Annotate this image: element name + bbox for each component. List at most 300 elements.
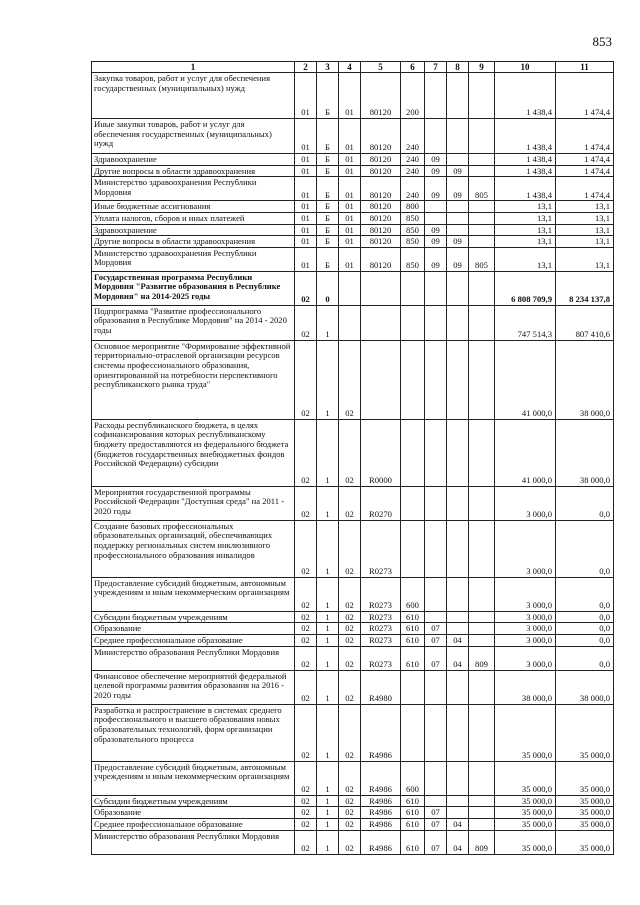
col-amount-year-1: 747 514,3: [495, 305, 556, 340]
col-amount-year-2: 38 000,0: [556, 670, 614, 704]
col-chapter: 09: [425, 177, 447, 201]
col-amount-year-2: 8 234 137,8: [556, 271, 614, 305]
row-description: Иные закупки товаров, работ и услуг для обеспечения государственных (муниципальных) нужд: [92, 119, 295, 154]
row-description: Другие вопросы в области здравоохранения: [92, 236, 295, 248]
table-row: [92, 236, 614, 248]
col-expense-type: 610: [401, 795, 425, 807]
col-target-item: R0273: [361, 611, 401, 623]
row-description: Мероприятия государственной программы Российской Федерации "Доступная среда" на 2011 - 2020 годы: [92, 486, 295, 520]
col-expense-type: 610: [401, 635, 425, 647]
col-amount-year-2: 35 000,0: [556, 704, 614, 761]
col-chapter: [425, 201, 447, 213]
col-subchapter: 09: [447, 247, 469, 271]
row-description: Министерство образования Республики Мордовия: [92, 830, 295, 854]
row-description: Образование: [92, 807, 295, 819]
row-description: Здравоохранение: [92, 154, 295, 166]
col-ministry: [469, 761, 495, 795]
col-expense-type: [401, 340, 425, 419]
col-amount-year-1: 1 438,4: [495, 154, 556, 166]
col-chapter: [425, 577, 447, 611]
col-ministry: [469, 577, 495, 611]
col-expense-type: 610: [401, 611, 425, 623]
col-target-item: R0000: [361, 419, 401, 486]
col-subprogram: 01: [339, 154, 361, 166]
col-amount-year-1: 35 000,0: [495, 795, 556, 807]
col-subprogram: 02: [339, 486, 361, 520]
col-section: 02: [295, 486, 317, 520]
col-section: 02: [295, 818, 317, 830]
col-ministry: 805: [469, 177, 495, 201]
col-target-item: 80120: [361, 224, 401, 236]
col-subprogram: 01: [339, 165, 361, 177]
col-subprogram: [339, 271, 361, 305]
col-target-item: 80120: [361, 212, 401, 224]
col-subchapter: 04: [447, 646, 469, 670]
col-subprogram: 01: [339, 247, 361, 271]
col-program: Б: [317, 165, 339, 177]
col-section: 02: [295, 646, 317, 670]
col-ministry: [469, 795, 495, 807]
col-ministry: [469, 623, 495, 635]
col-chapter: 07: [425, 807, 447, 819]
row-description: Здравоохранение: [92, 224, 295, 236]
col-subchapter: 04: [447, 635, 469, 647]
col-amount-year-2: 807 410,6: [556, 305, 614, 340]
table-row: [92, 761, 614, 795]
col-amount-year-1: 3 000,0: [495, 611, 556, 623]
col-ministry: [469, 704, 495, 761]
col-amount-year-1: 35 000,0: [495, 830, 556, 854]
col-program: 1: [317, 807, 339, 819]
col-amount-year-1: 1 438,4: [495, 73, 556, 119]
table-row: [92, 830, 614, 854]
col-section: 02: [295, 623, 317, 635]
col-section: 02: [295, 704, 317, 761]
col-amount-year-2: 1 474,4: [556, 165, 614, 177]
header-col-4: 4: [339, 62, 361, 73]
col-ministry: [469, 212, 495, 224]
col-amount-year-2: 0,0: [556, 635, 614, 647]
col-target-item: [361, 305, 401, 340]
table-row: [92, 201, 614, 213]
col-subprogram: 01: [339, 236, 361, 248]
table-row: [92, 611, 614, 623]
col-subchapter: [447, 73, 469, 119]
col-expense-type: 200: [401, 73, 425, 119]
col-program: 1: [317, 635, 339, 647]
col-section: 02: [295, 520, 317, 577]
col-program: 1: [317, 305, 339, 340]
col-expense-type: 240: [401, 119, 425, 154]
col-section: 01: [295, 236, 317, 248]
row-description: Расходы республиканского бюджета, в целях софинансирования которых республиканскому бюджету предоставляются из федерального бюджета (бюджетов государственных внебюджетных фондов Российской Федерации) субсидии: [92, 419, 295, 486]
header-col-11: 11: [556, 62, 614, 73]
col-amount-year-2: 13,1: [556, 247, 614, 271]
col-ministry: [469, 520, 495, 577]
table-row: [92, 623, 614, 635]
row-description: Министерство образования Республики Мордовия: [92, 646, 295, 670]
col-program: 1: [317, 611, 339, 623]
col-chapter: 07: [425, 830, 447, 854]
col-section: 02: [295, 830, 317, 854]
col-subprogram: 02: [339, 635, 361, 647]
col-expense-type: 240: [401, 154, 425, 166]
col-amount-year-1: 6 808 709,9: [495, 271, 556, 305]
row-description: Иные бюджетные ассигнования: [92, 201, 295, 213]
col-expense-type: [401, 486, 425, 520]
header-col-5: 5: [361, 62, 401, 73]
col-ministry: [469, 818, 495, 830]
col-section: 01: [295, 224, 317, 236]
col-amount-year-2: 35 000,0: [556, 795, 614, 807]
header-col-6: 6: [401, 62, 425, 73]
table-row: [92, 73, 614, 119]
row-description: Министерство здравоохранения Республики Мордовия: [92, 177, 295, 201]
col-amount-year-1: 1 438,4: [495, 119, 556, 154]
col-expense-type: 600: [401, 577, 425, 611]
col-target-item: R4986: [361, 795, 401, 807]
header-col-2: 2: [295, 62, 317, 73]
col-program: 0: [317, 271, 339, 305]
row-description: Подпрограмма "Развитие профессионального образования в Республике Мордовия" на 2014 - 2020 годы: [92, 305, 295, 340]
col-section: 02: [295, 419, 317, 486]
col-target-item: R4986: [361, 761, 401, 795]
row-description: Уплата налогов, сборов и иных платежей: [92, 212, 295, 224]
col-amount-year-2: 0,0: [556, 623, 614, 635]
col-ministry: 805: [469, 247, 495, 271]
col-ministry: [469, 419, 495, 486]
col-target-item: 80120: [361, 247, 401, 271]
col-amount-year-1: 35 000,0: [495, 807, 556, 819]
col-target-item: 80120: [361, 73, 401, 119]
col-chapter: 07: [425, 623, 447, 635]
col-subprogram: 02: [339, 340, 361, 419]
col-chapter: [425, 305, 447, 340]
col-ministry: [469, 670, 495, 704]
table-row: [92, 520, 614, 577]
col-section: 01: [295, 165, 317, 177]
col-chapter: [425, 419, 447, 486]
col-expense-type: 610: [401, 623, 425, 635]
col-amount-year-2: 1 474,4: [556, 154, 614, 166]
col-amount-year-2: 0,0: [556, 486, 614, 520]
col-subchapter: [447, 704, 469, 761]
col-amount-year-2: 35 000,0: [556, 807, 614, 819]
col-target-item: R4986: [361, 807, 401, 819]
col-section: 02: [295, 807, 317, 819]
col-chapter: [425, 520, 447, 577]
col-section: 02: [295, 635, 317, 647]
col-subchapter: [447, 486, 469, 520]
col-amount-year-2: 0,0: [556, 611, 614, 623]
col-expense-type: 610: [401, 646, 425, 670]
col-target-item: R4986: [361, 818, 401, 830]
col-chapter: 09: [425, 154, 447, 166]
table-row: [92, 419, 614, 486]
col-subprogram: 02: [339, 670, 361, 704]
col-target-item: R0273: [361, 635, 401, 647]
col-amount-year-2: 13,1: [556, 212, 614, 224]
col-amount-year-1: 13,1: [495, 247, 556, 271]
col-subprogram: 02: [339, 520, 361, 577]
col-program: Б: [317, 154, 339, 166]
col-program: 1: [317, 830, 339, 854]
col-subchapter: [447, 795, 469, 807]
col-program: Б: [317, 212, 339, 224]
table-row: [92, 247, 614, 271]
col-section: 02: [295, 340, 317, 419]
col-target-item: R4980: [361, 670, 401, 704]
header-col-7: 7: [425, 62, 447, 73]
col-amount-year-2: 38 000,0: [556, 340, 614, 419]
table-row: [92, 818, 614, 830]
table-row: [92, 154, 614, 166]
col-subprogram: 02: [339, 818, 361, 830]
col-chapter: [425, 704, 447, 761]
col-subprogram: 01: [339, 177, 361, 201]
col-expense-type: 850: [401, 212, 425, 224]
table-row: [92, 704, 614, 761]
col-chapter: 09: [425, 224, 447, 236]
col-program: Б: [317, 224, 339, 236]
col-amount-year-2: 1 474,4: [556, 73, 614, 119]
col-amount-year-1: 3 000,0: [495, 623, 556, 635]
header-col-1: 1: [92, 62, 295, 73]
col-chapter: [425, 670, 447, 704]
table-row: [92, 635, 614, 647]
col-subchapter: [447, 271, 469, 305]
col-program: 1: [317, 486, 339, 520]
col-subprogram: 01: [339, 224, 361, 236]
col-ministry: [469, 611, 495, 623]
col-amount-year-1: 3 000,0: [495, 646, 556, 670]
col-amount-year-2: 1 474,4: [556, 177, 614, 201]
table-row: [92, 177, 614, 201]
col-amount-year-1: 3 000,0: [495, 577, 556, 611]
col-subprogram: 02: [339, 419, 361, 486]
col-section: 01: [295, 212, 317, 224]
col-amount-year-1: 3 000,0: [495, 520, 556, 577]
col-expense-type: 240: [401, 177, 425, 201]
col-expense-type: [401, 520, 425, 577]
row-description: Среднее профессиональное образование: [92, 635, 295, 647]
col-section: 02: [295, 577, 317, 611]
table-row: [92, 807, 614, 819]
col-amount-year-1: 35 000,0: [495, 704, 556, 761]
col-target-item: [361, 340, 401, 419]
col-program: Б: [317, 247, 339, 271]
col-subprogram: 01: [339, 212, 361, 224]
row-description: Министерство здравоохранения Республики Мордовия: [92, 247, 295, 271]
col-chapter: [425, 611, 447, 623]
col-amount-year-1: 38 000,0: [495, 670, 556, 704]
col-chapter: [425, 212, 447, 224]
row-description: Среднее профессиональное образование: [92, 818, 295, 830]
col-program: 1: [317, 520, 339, 577]
col-subchapter: [447, 577, 469, 611]
col-chapter: 07: [425, 818, 447, 830]
col-ministry: [469, 635, 495, 647]
col-chapter: 09: [425, 165, 447, 177]
row-description: Предоставление субсидий бюджетным, автономным учреждениям и иным некоммерческим организациям: [92, 761, 295, 795]
col-expense-type: 240: [401, 165, 425, 177]
col-amount-year-2: 13,1: [556, 201, 614, 213]
col-ministry: [469, 236, 495, 248]
header-col-10: 10: [495, 62, 556, 73]
col-section: 02: [295, 611, 317, 623]
col-program: Б: [317, 177, 339, 201]
table-row: [92, 165, 614, 177]
col-subprogram: 02: [339, 611, 361, 623]
col-subchapter: [447, 520, 469, 577]
row-description: Финансовое обеспечение мероприятий федеральной целевой программы развития образования на 2016 - 2020 годы: [92, 670, 295, 704]
col-program: Б: [317, 73, 339, 119]
col-subchapter: [447, 201, 469, 213]
col-chapter: 07: [425, 646, 447, 670]
col-subchapter: 09: [447, 165, 469, 177]
row-description: Другие вопросы в области здравоохранения: [92, 165, 295, 177]
col-amount-year-2: 13,1: [556, 236, 614, 248]
row-description: Предоставление субсидий бюджетным, автономным учреждениям и иным некоммерческим организациям: [92, 577, 295, 611]
col-chapter: [425, 340, 447, 419]
col-subprogram: 02: [339, 577, 361, 611]
table-row: [92, 224, 614, 236]
table-row: [92, 486, 614, 520]
col-section: 02: [295, 305, 317, 340]
col-expense-type: 600: [401, 761, 425, 795]
row-description: Закупка товаров, работ и услуг для обеспечения государственных (муниципальных) нужд: [92, 73, 295, 119]
col-amount-year-1: 41 000,0: [495, 419, 556, 486]
col-subchapter: [447, 340, 469, 419]
table-row: [92, 340, 614, 419]
col-amount-year-2: 13,1: [556, 224, 614, 236]
col-section: 01: [295, 154, 317, 166]
col-program: Б: [317, 201, 339, 213]
table-row: [92, 795, 614, 807]
col-chapter: [425, 486, 447, 520]
col-amount-year-2: 35 000,0: [556, 818, 614, 830]
row-description: Образование: [92, 623, 295, 635]
col-ministry: [469, 224, 495, 236]
col-subchapter: 09: [447, 236, 469, 248]
col-subchapter: [447, 419, 469, 486]
col-expense-type: [401, 704, 425, 761]
col-program: 1: [317, 419, 339, 486]
col-amount-year-1: 13,1: [495, 212, 556, 224]
col-amount-year-1: 3 000,0: [495, 635, 556, 647]
col-ministry: 809: [469, 646, 495, 670]
page-number: 853: [592, 34, 612, 49]
col-ministry: [469, 807, 495, 819]
col-ministry: [469, 165, 495, 177]
col-subprogram: 02: [339, 646, 361, 670]
col-subchapter: [447, 224, 469, 236]
col-expense-type: 850: [401, 224, 425, 236]
header-col-8: 8: [447, 62, 469, 73]
col-subprogram: 02: [339, 761, 361, 795]
col-amount-year-2: 1 474,4: [556, 119, 614, 154]
col-subprogram: 01: [339, 119, 361, 154]
col-subchapter: [447, 670, 469, 704]
col-ministry: [469, 201, 495, 213]
col-expense-type: 610: [401, 830, 425, 854]
row-description: Разработка и распространение в системах среднего профессионального и высшего образования новых образовательных технологий, форм организации образовательного процесса: [92, 704, 295, 761]
col-ministry: [469, 340, 495, 419]
col-subchapter: [447, 611, 469, 623]
col-ministry: [469, 119, 495, 154]
col-target-item: [361, 271, 401, 305]
col-chapter: 09: [425, 247, 447, 271]
col-chapter: [425, 795, 447, 807]
col-target-item: 80120: [361, 236, 401, 248]
row-description: Создание базовых профессиональных образовательных организаций, обеспечивающих поддержку региональных систем инклюзивного профессионального образования инвалидов: [92, 520, 295, 577]
col-amount-year-1: 13,1: [495, 201, 556, 213]
table-header-row: [92, 62, 614, 73]
col-ministry: [469, 154, 495, 166]
col-section: 02: [295, 795, 317, 807]
col-subprogram: 02: [339, 704, 361, 761]
budget-table: [91, 61, 614, 855]
col-target-item: R0273: [361, 623, 401, 635]
col-target-item: 80120: [361, 201, 401, 213]
col-section: 01: [295, 73, 317, 119]
col-chapter: [425, 761, 447, 795]
table-row: [92, 646, 614, 670]
col-subchapter: [447, 761, 469, 795]
col-subchapter: [447, 305, 469, 340]
col-subchapter: 04: [447, 818, 469, 830]
col-program: 1: [317, 577, 339, 611]
col-expense-type: [401, 271, 425, 305]
col-expense-type: 610: [401, 807, 425, 819]
col-expense-type: [401, 419, 425, 486]
col-expense-type: 850: [401, 247, 425, 271]
col-amount-year-1: 1 438,4: [495, 165, 556, 177]
col-section: 02: [295, 271, 317, 305]
col-target-item: R4986: [361, 830, 401, 854]
col-amount-year-1: 13,1: [495, 224, 556, 236]
table-row: [92, 305, 614, 340]
col-ministry: [469, 271, 495, 305]
col-amount-year-1: 41 000,0: [495, 340, 556, 419]
col-ministry: [469, 305, 495, 340]
col-chapter: 07: [425, 635, 447, 647]
col-target-item: 80120: [361, 165, 401, 177]
col-subprogram: 01: [339, 73, 361, 119]
col-amount-year-2: 0,0: [556, 520, 614, 577]
col-chapter: 09: [425, 236, 447, 248]
col-program: 1: [317, 795, 339, 807]
col-amount-year-2: 35 000,0: [556, 761, 614, 795]
row-description: Субсидии бюджетным учреждениям: [92, 795, 295, 807]
col-subchapter: 09: [447, 177, 469, 201]
col-section: 01: [295, 177, 317, 201]
col-expense-type: 850: [401, 236, 425, 248]
row-description: Государственная программа Республики Мордовия "Развитие образования в Республике Мордовия" на 2014-2025 годы: [92, 271, 295, 305]
col-amount-year-1: 35 000,0: [495, 761, 556, 795]
col-expense-type: 610: [401, 818, 425, 830]
col-subprogram: 02: [339, 807, 361, 819]
col-amount-year-2: 35 000,0: [556, 830, 614, 854]
table-row: [92, 212, 614, 224]
table-row: [92, 670, 614, 704]
col-chapter: [425, 271, 447, 305]
row-description: Субсидии бюджетным учреждениям: [92, 611, 295, 623]
col-ministry: 809: [469, 830, 495, 854]
col-program: 1: [317, 623, 339, 635]
col-section: 02: [295, 761, 317, 795]
col-amount-year-1: 13,1: [495, 236, 556, 248]
